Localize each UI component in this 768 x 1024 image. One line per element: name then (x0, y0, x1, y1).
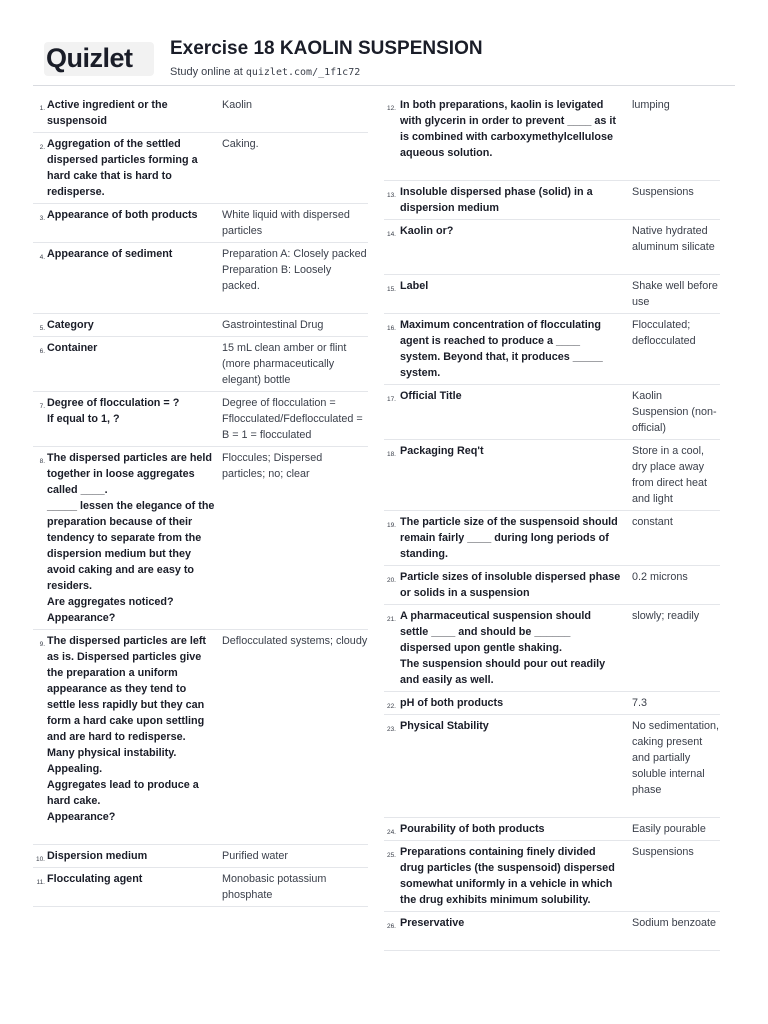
card-number: 19. (386, 522, 396, 529)
card-term: Active ingredient or the suspensoid (47, 99, 168, 127)
card-term: Kaolin or? (400, 225, 454, 237)
card-definition: 15 mL clean amber or flint (more pharmaceutically elegant) bottle (222, 342, 347, 386)
card-definition: Suspensions (632, 846, 694, 858)
card-term: A pharmaceutical suspension should settle ____ and should be ______ dispersed upon gentle shaking. The suspension should pour out readily and easily as well. (400, 610, 606, 686)
card-number: 16. (386, 325, 396, 332)
card-definition: Native hydrated aluminum silicate (632, 225, 715, 253)
card-number: 3. (39, 215, 45, 222)
right-card-column (384, 94, 720, 951)
card-definition: Caking. (222, 138, 259, 150)
card-row (384, 181, 720, 220)
card-row (33, 337, 368, 392)
card-term: Pourability of both products (400, 823, 545, 835)
card-number: 1. (39, 105, 45, 112)
card-term: Packaging Req't (400, 445, 484, 457)
card-definition: slowly; readily (632, 610, 700, 622)
card-number: 9. (39, 641, 45, 648)
card-number: 23. (386, 726, 396, 733)
card-row (384, 511, 720, 566)
card-row (384, 692, 720, 715)
card-term: Preservative (400, 917, 465, 929)
card-term: Appearance of sediment (47, 248, 173, 260)
card-number: 6. (39, 348, 45, 355)
card-term: Dispersion medium (47, 850, 148, 862)
card-number: 2. (39, 144, 45, 151)
card-number: 11. (36, 879, 45, 886)
card-row (384, 841, 720, 912)
card-definition: 7.3 (632, 697, 648, 709)
card-term: The dispersed particles are left as is. Dispersed particles give the preparation a uniform appearance as they tend to settle less rapidly but they can form a hard cake upon settling and are hard to redisperse. Many physical instability. Appealing. Aggregates lead to produce a hard cake. Appearance? (47, 635, 207, 823)
card-term: Maximum concentration of flocculating agent is reached to produce a ____ system. Beyond that, it produces _____ system. (400, 319, 603, 379)
card-term: Container (47, 342, 98, 354)
card-definition: Gastrointestinal Drug (222, 319, 324, 331)
card-row (33, 314, 368, 337)
card-number: 25. (386, 852, 396, 859)
card-row (384, 912, 720, 951)
card-definition: lumping (632, 99, 670, 111)
card-term: Preparations containing finely divided drug particles (the suspensoid) dispersed somewhat uniformly in a vehicle in which the drug exhibits minimum solubility. (400, 846, 615, 906)
card-row (384, 94, 720, 181)
card-number: 12. (386, 105, 396, 112)
card-definition: White liquid with dispersed particles (222, 209, 350, 237)
card-row (384, 715, 720, 818)
card-number: 24. (386, 829, 396, 836)
card-term: The particle size of the suspensoid should remain fairly ____ during long periods of standing. (400, 516, 618, 560)
card-row (384, 314, 720, 385)
card-definition: 0.2 microns (632, 571, 688, 583)
card-number: 18. (386, 451, 396, 458)
card-definition: Flocculated; deflocculated (632, 319, 696, 347)
card-number: 26. (386, 923, 396, 930)
card-definition: Shake well before use (632, 280, 718, 308)
page-header (44, 36, 734, 86)
card-definition: Store in a cool, dry place away from direct heat and light (632, 445, 708, 505)
card-term: The dispersed particles are held together in loose aggregates called ____. _____ lessen the elegance of the preparation because of their tendency to separate from the dispersion medium but they avoid caking and are easy to residers. Are aggregates noticed? Appearance? (47, 452, 215, 624)
card-row (33, 243, 368, 314)
card-term: In both preparations, kaolin is levigated with glycerin in order to prevent ____ as it is combined with carboxymethylcellulose aqueous solution. (400, 99, 617, 159)
card-term: Aggregation of the settled dispersed particles forming a hard cake that is hard to redisperse. (47, 138, 198, 198)
card-number: 22. (386, 703, 396, 710)
card-number: 7. (39, 403, 45, 410)
card-term: Category (47, 319, 94, 331)
card-number: 20. (386, 577, 396, 584)
card-term: Physical Stability (400, 720, 489, 732)
card-term: Flocculating agent (47, 873, 143, 885)
card-row (384, 440, 720, 511)
card-number: 5. (39, 325, 45, 332)
card-row (33, 630, 368, 845)
card-row (33, 204, 368, 243)
card-definition: Suspensions (632, 186, 694, 198)
card-row (384, 566, 720, 605)
card-number: 13. (386, 192, 396, 199)
card-term: Particle sizes of insoluble dispersed phase or solids in a suspension (400, 571, 621, 599)
card-definition: constant (632, 516, 673, 528)
card-row (33, 868, 368, 907)
card-row (384, 605, 720, 692)
study-online-line (170, 66, 360, 78)
card-row (384, 220, 720, 275)
card-term: Label (400, 280, 429, 292)
card-definition: Monobasic potassium phosphate (222, 873, 327, 901)
card-term: Appearance of both products (47, 209, 198, 221)
card-row (33, 845, 368, 868)
header-divider (33, 85, 735, 86)
left-card-column (33, 94, 368, 907)
card-term: Insoluble dispersed phase (solid) in a dispersion medium (400, 186, 593, 214)
card-definition: Easily pourable (632, 823, 706, 835)
card-row (33, 94, 368, 133)
study-online-label: Study online at (170, 66, 246, 78)
card-number: 15. (386, 286, 396, 293)
card-definition: Deflocculated systems; cloudy (222, 635, 368, 647)
card-definition: No sedimentation, caking present and partially soluble internal phase (632, 720, 720, 796)
card-definition: Kaolin Suspension (non-official) (632, 390, 717, 434)
card-number: 4. (39, 254, 45, 261)
card-term: Degree of flocculation = ? If equal to 1, ? (47, 397, 180, 425)
card-row (384, 818, 720, 841)
page-title: Exercise 18 KAOLIN SUSPENSION (170, 38, 483, 59)
card-term: Official Title (400, 390, 462, 402)
study-url-link[interactable]: quizlet.com/_1f1c72 (245, 67, 361, 78)
logo-text: Quizlet (46, 43, 133, 73)
card-row (384, 275, 720, 314)
card-number: 21. (386, 616, 396, 623)
card-definition: Sodium benzoate (632, 917, 717, 929)
card-number: 14. (386, 231, 396, 238)
card-number: 8. (39, 458, 45, 465)
card-row (33, 447, 368, 630)
card-definition: Kaolin (222, 99, 253, 111)
card-number: 10. (35, 856, 45, 863)
card-definition: Purified water (222, 850, 289, 862)
card-definition: Degree of flocculation = Fflocculated/Fdeflocculated = B = 1 = flocculated (222, 397, 363, 441)
quizlet-logo[interactable] (44, 42, 154, 76)
card-term: pH of both products (400, 697, 504, 709)
card-definition: Floccules; Dispersed particles; no; clear (222, 452, 323, 480)
card-row (384, 385, 720, 440)
card-definition: Preparation A: Closely packed Preparation B: Loosely packed. (222, 248, 367, 292)
card-row (33, 392, 368, 447)
card-number: 17. (386, 396, 396, 403)
card-row (33, 133, 368, 204)
